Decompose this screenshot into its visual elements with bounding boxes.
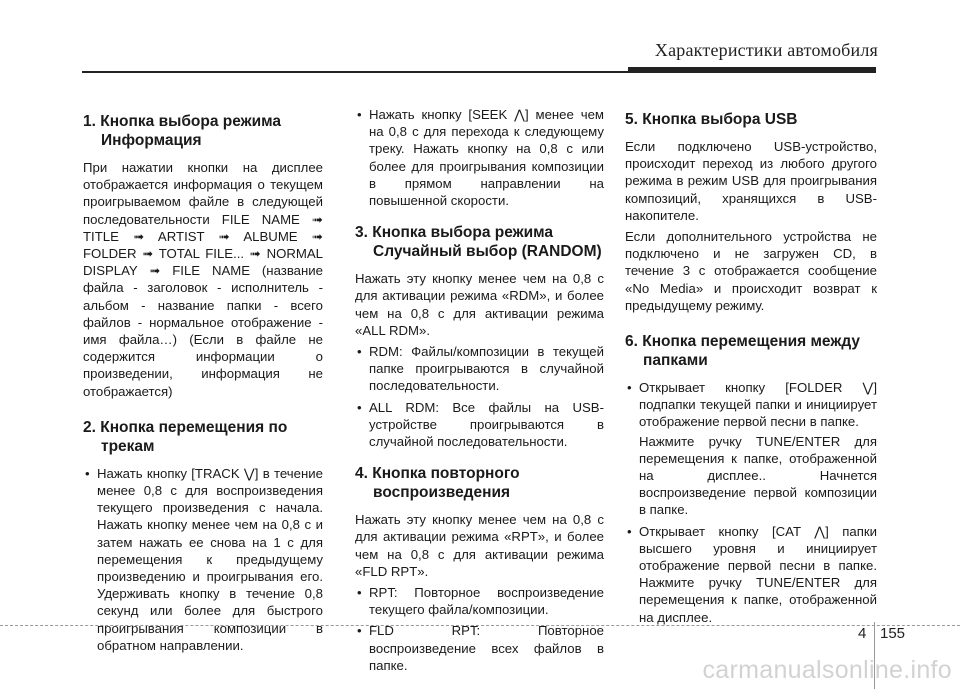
section-4-heading: 4. Кнопка повторного воспроизведения [355,465,520,502]
list-item: • Нажать кнопку [TRACK ⋁] в течение менее 0,8 с для воспроизведения текущего произведения с начала. Нажать кнопку менее чем на 0,8 с и затем нажать ее снова на 1 с для перемещения к предыдущему произведению и проигрывания его. Удерживать кнопку в течение 0,8 секунд или более для быстрого проигрывания композиции в обратном направлении. [83,465,323,654]
column-2 [355,107,604,688]
list-item: • RDM: Файлы/композиции в текущей папке проигрываются в случайной последовательности. [355,343,604,395]
header-rule [82,71,630,73]
footer-rule [0,625,960,626]
chapter-number: 4 [858,625,867,642]
section-1-text: При нажатии кнопки на дисплее отображается информация о текущем проигрываемом файле в следующей последовательности FILE NAME ➟ TITLE ➟ ARTIST ➟ ALBUME ➟ FOLDER ➟ TOTAL FILE... ➟ NORMAL DISPLAY ➟ FILE NAME (название файла - заголовок - исполнитель - альбом - название папки - всего файлов - нормальное отображение - имя файла…) (Если в файле не содержится информации о произведении, информация не отображается) [83,160,323,399]
list-item: • Открывает кнопку [CAT ⋀] папки высшего уровня и инициирует отображение первой песни в папке. Нажмите ручку TUNE/ENTER для перемещения к папке, отображенной на дисплее. [625,523,877,626]
section-2-heading: 2. Кнопка перемещения по трекам [83,418,288,455]
header-rule-accent [628,67,876,73]
list-item-subtext: Нажмите ручку TUNE/ENTER для перемещения к папке, отображенной на дисплее.. Начнется воспроизведение первой композиции в папке. [639,433,877,518]
list-item: • Нажать кнопку [SEEK ⋀] менее чем на 0,8 с для перехода к следующему треку. Нажать кнопку на 0,8 с или более для проигрывания композиции в прямом направлении на повышенной скорости. [355,106,604,209]
section-5-text-2: Если дополнительного устройства не подключено и не загружен CD, в течение 3 с отображается сообщение «No Media» и происходит возврат к предыдущему режиму. [625,229,877,313]
page-header-title: Характеристики автомобиля [654,40,878,60]
section-3-heading: 3. Кнопка выбора режима Случайный выбор (RANDOM) [355,224,602,261]
section-4-text: Нажать эту кнопку менее чем на 0,8 с для активации режима «RPT», и более чем на 0,8 с для активации режима «FLD RPT». [355,512,604,579]
section-5-heading: 5. Кнопка выбора USB [625,111,798,128]
list-item-text: Открывает кнопку [FOLDER ⋁] подпапки текущей папки и инициирует отображение первой песни в папке. [639,380,877,430]
page-number: 155 [880,625,906,642]
section-6-heading: 6. Кнопка перемещения между папками [625,333,860,370]
list-item: • FLD RPT: Повторное воспроизведение всех файлов в папке. [355,622,604,674]
section-5-text-1: Если подключено USB-устройство, происходит переход из любого другого режима в режим USB для проигрывания композиций, хранящихся в USB-накопителе. [625,139,877,223]
section-1-heading: 1. Кнопка выбора режима Информация [83,113,282,149]
watermark: carmanualsonline.info [702,656,952,684]
section-2-list-continued [355,106,604,209]
column-3 [625,112,877,640]
list-item: • ALL RDM: Все файлы на USB-устройстве проигрываются в случайной последовательности. [355,399,604,451]
section-3-list [355,343,604,450]
list-item: • RPT: Повторное воспроизведение текущего файла/композиции. [355,584,604,618]
list-item [625,379,877,519]
section-6-list [625,379,877,626]
section-3-text: Нажать эту кнопку менее чем на 0,8 с для активации режима «RDM», и более чем на 0,8 с для активации режима «ALL RDM». [355,271,604,338]
section-4-list [355,584,604,674]
column-1 [83,112,323,668]
